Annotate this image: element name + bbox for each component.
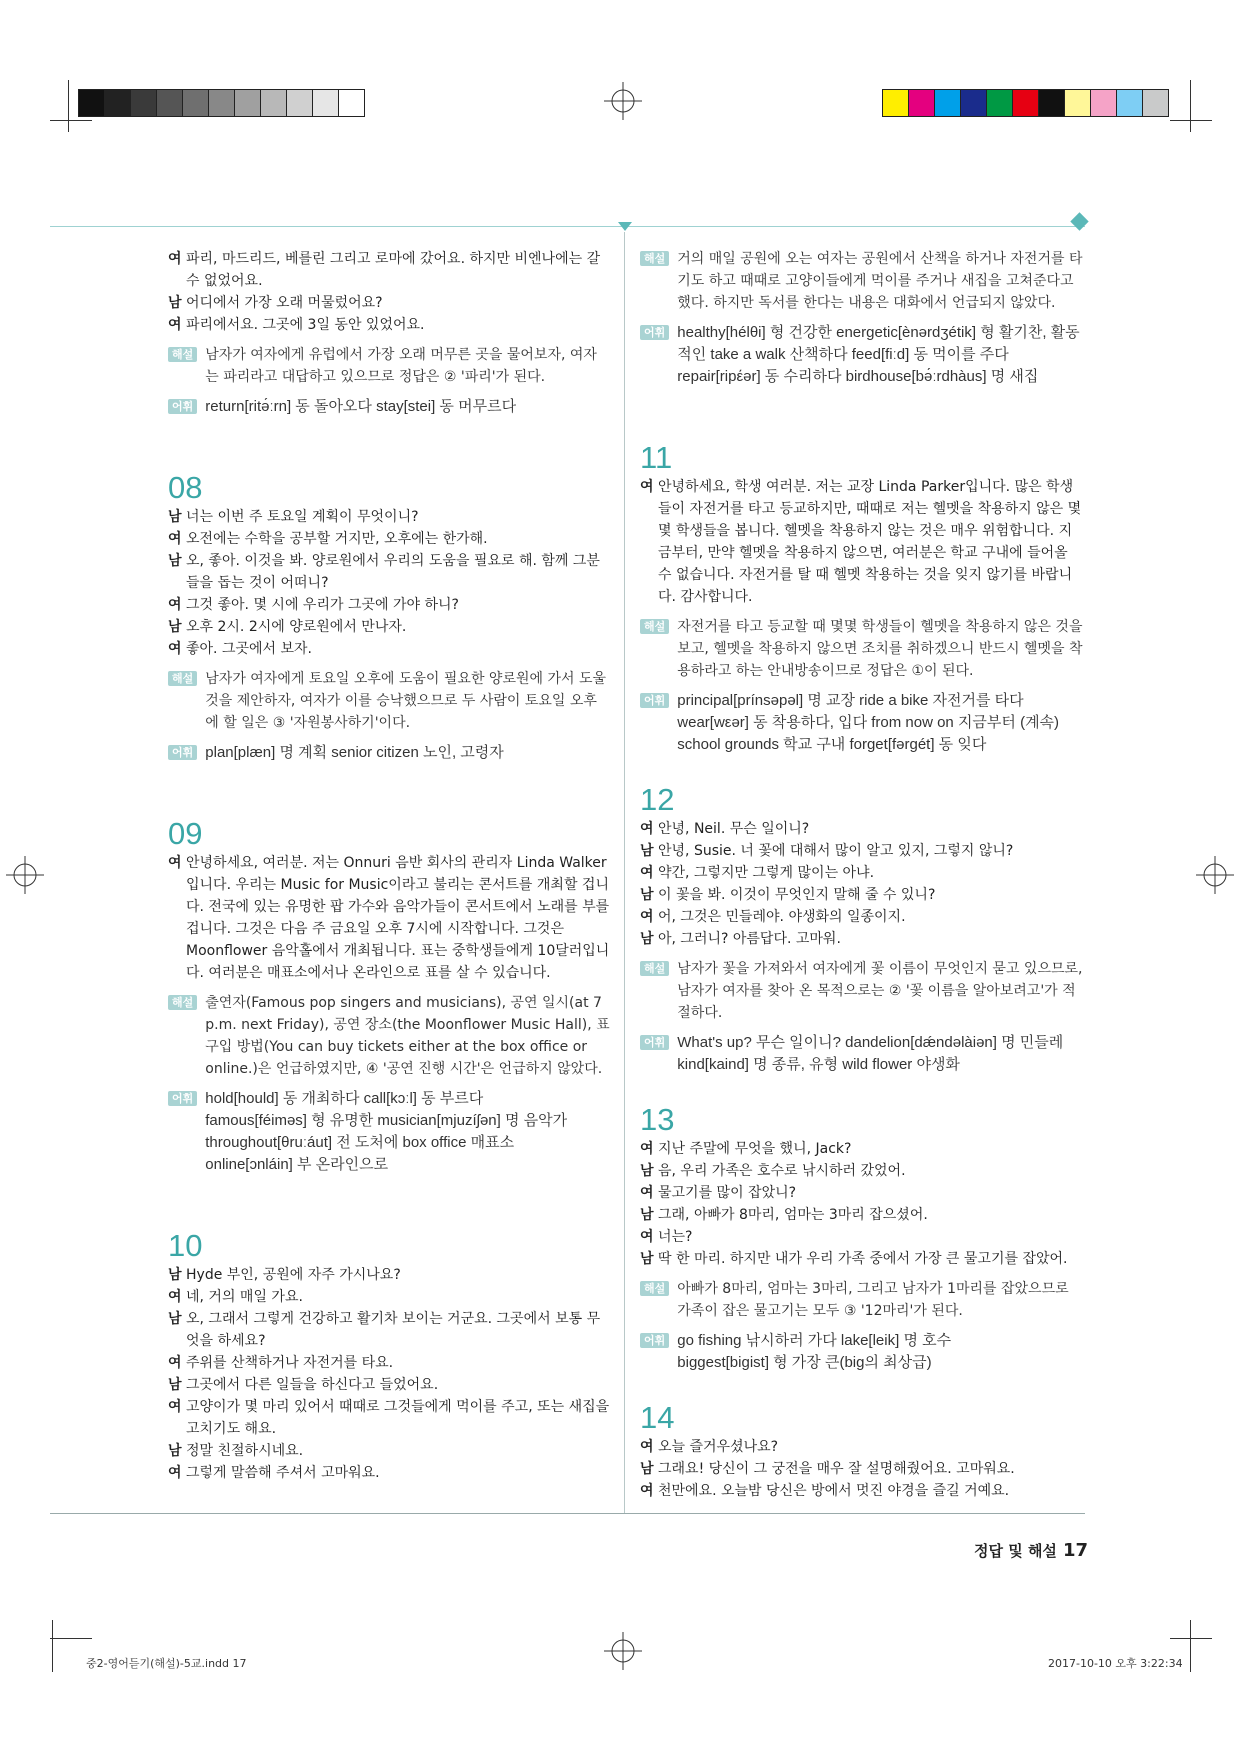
- explanation-text: 남자가 여자에게 토요일 오후에 도움이 필요한 양로원에 가서 도울 것을 제안하자, 여자가 이를 승낙했으므로 두 사람이 토요일 오후에 할 일은 ③ '자원봉사하기'이다.: [205, 671, 607, 731]
- dialogue: [640, 818, 1084, 950]
- vocab-entry: What's up? 무슨 일이니? dandelion[dǽndəlàiən] 명 민들레: [677, 1034, 1064, 1051]
- vocab-entry: return[ritə́ːrn] 동 돌아오다 stay[stei] 동 머무르다: [205, 398, 517, 415]
- dialogue-line: [168, 506, 610, 528]
- vocabulary-list: [677, 1330, 1084, 1374]
- vocab-entry: repair[ripέər] 동 수리하다 birdhouse[bə́ːrdhàus] 명 새집: [677, 368, 1039, 385]
- line-text: 안녕하세요, 학생 여러분. 저는 교장 Linda Parker입니다. 많은 학생들이 자전거를 타고 등교하지만, 때때로 저는 헬멧을 착용하지 않은 몇몇 학생들을 봅니다. 헬멧을 착용하지 않는 것은 매우 위험합니다. 지금부터, 만약 헬멧을 착용하지 않으면, 여러분은 학교 구내에 들어올 수 없습니다. 자전거를 탈 때 헬멧 착용하는 것을 잊지 않기를 바랍니다. 감사합니다.: [658, 479, 1082, 605]
- speaker-label: 여: [168, 855, 182, 871]
- vocabulary: [168, 742, 610, 764]
- dialogue-line: [168, 1308, 610, 1352]
- dialogue-line: [640, 1226, 1084, 1248]
- question-number: 11: [640, 440, 673, 475]
- question-13: [640, 1102, 1084, 1374]
- line-text: 그곳에서 다른 일들을 하신다고 들었어요.: [186, 1377, 439, 1393]
- swatch: [909, 90, 935, 116]
- vocabulary-list: [677, 1032, 1084, 1076]
- registration-mark-icon: [604, 1632, 642, 1670]
- question-09: [168, 816, 610, 1176]
- question-12: [640, 782, 1084, 1076]
- vocabulary: [640, 1330, 1084, 1374]
- line-text: 파리에서요. 그곳에 3일 동안 있었어요.: [186, 317, 425, 333]
- swatch: [157, 90, 183, 116]
- monologue: [168, 852, 610, 984]
- speaker-label: 여: [168, 251, 182, 267]
- explanation-tag: 해설: [640, 1281, 669, 1296]
- speaker-label: 남: [168, 1267, 182, 1283]
- dialogue-line: [168, 1462, 610, 1484]
- explanation-text: 거의 매일 공원에 오는 여자는 공원에서 산책을 하거나 자전거를 타기도 하고 때때로 고양이들에게 먹이를 주거나 새집을 고쳐준다고 했다. 하지만 독서를 한다는 내용은 대화에서 언급되지 않았다.: [677, 251, 1083, 311]
- vocab-entry: school grounds 학교 구내 forget[fərgét] 동 잊다: [677, 736, 987, 753]
- dialogue-line: [640, 1160, 1084, 1182]
- explanation-text: 남자가 여자에게 유럽에서 가장 오래 머무른 곳을 물어보자, 여자는 파리라고 대답하고 있으므로 정답은 ② '파리'가 된다.: [205, 347, 597, 385]
- header-rule: [50, 226, 1085, 227]
- speaker-label: 여: [640, 821, 654, 837]
- speaker-label: 여: [640, 1229, 654, 1245]
- line-text: 안녕하세요, 여러분. 저는 Onnuri 음반 회사의 관리자 Linda Walker입니다. 우리는 Music for Music이라고 불리는 콘서트를 개최할 겁니다. 전국에 있는 유명한 팝 가수와 음악가들이 콘서트에서 노래를 부를 겁니다. 그것은 다음 주 금요일 오후 7시에 시작합니다. 그것은 Moonflower 음악홀에서 개최됩니다. 표는 중학생들에게 10달러입니다. 여러분은 매표소에서나 온라인으로 표를 살 수 있습니다.: [186, 855, 610, 981]
- dialogue-line: [168, 248, 610, 292]
- vocab-entry: throughout[θruːáut] 전 도처에 box office 매표소: [205, 1134, 515, 1151]
- line-text: 안녕, Susie. 너 꽃에 대해서 많이 알고 있지, 그렇지 않니?: [658, 843, 1014, 859]
- slug-filename: 중2-영어듣기(해설)-5교.indd 17: [86, 1657, 247, 1670]
- vocab-entry: online[ɔnláin] 부 온라인으로: [205, 1156, 389, 1173]
- swatch: [1117, 90, 1143, 116]
- dialogue: [640, 1436, 1084, 1502]
- question-number: 14: [640, 1400, 675, 1435]
- swatch: [1143, 90, 1168, 116]
- dialogue-line: [640, 862, 1084, 884]
- question-number: 08: [168, 470, 203, 505]
- dialogue: [168, 1264, 610, 1484]
- slug-timestamp: 2017-10-10 오후 3:22:34: [1048, 1657, 1183, 1670]
- vocab-entry: kind[kaind] 명 종류, 유형 wild flower 야생화: [677, 1056, 960, 1073]
- line-text: 약간, 그렇지만 그렇게 많이는 아냐.: [658, 865, 875, 881]
- line-text: 오전에는 수학을 공부할 거지만, 오후에는 한가해.: [186, 531, 488, 547]
- q10-notes: [640, 248, 1084, 388]
- speaker-label: 여: [640, 865, 654, 881]
- grayscale-swatch-bar: [78, 89, 365, 117]
- vocabulary-list: [205, 742, 610, 764]
- vocabulary-list: [677, 322, 1084, 388]
- line-text: 오후 2시. 2시에 양로원에서 만나자.: [186, 619, 407, 635]
- dialogue-line: [168, 1264, 610, 1286]
- dialogue-line: [640, 884, 1084, 906]
- vocab-entry: go fishing 낚시하러 가다 lake[leik] 명 호수: [677, 1332, 952, 1349]
- line-text: 안녕, Neil. 무슨 일이니?: [658, 821, 810, 837]
- line-text: 그래요! 당신이 그 궁전을 매우 잘 설명해줬어요. 고마워요.: [658, 1461, 1015, 1477]
- speaker-label: 여: [640, 909, 654, 925]
- line-text: 천만에요. 오늘밤 당신은 방에서 멋진 야경을 즐길 거예요.: [658, 1483, 1010, 1499]
- speaker-label: 남: [640, 887, 654, 903]
- question-number: 09: [168, 816, 203, 851]
- speaker-label: 남: [168, 509, 182, 525]
- speaker-label: 남: [640, 1251, 654, 1267]
- crop-mark: [50, 120, 92, 121]
- swatch: [183, 90, 209, 116]
- color-swatch-bar: [882, 89, 1169, 117]
- line-text: 지난 주말에 무엇을 했니, Jack?: [658, 1141, 852, 1157]
- registration-mark-icon: [1196, 856, 1234, 894]
- explanation: [640, 248, 1084, 314]
- dialogue: [168, 248, 610, 336]
- dialogue-line: [640, 1138, 1084, 1160]
- line-text: 네, 거의 매일 가요.: [186, 1289, 303, 1305]
- swatch: [209, 90, 235, 116]
- line-text: 고양이가 몇 마리 있어서 때때로 그것들에게 먹이를 주고, 또는 새집을 고치기도 해요.: [186, 1399, 610, 1437]
- monologue: [640, 476, 1084, 608]
- crop-mark: [1190, 1620, 1191, 1672]
- question-number: 12: [640, 782, 675, 817]
- line-text: 아, 그러니? 아름답다. 고마워.: [658, 931, 841, 947]
- dialogue-line: [640, 818, 1084, 840]
- explanation-tag: 해설: [168, 347, 197, 362]
- dialogue-line: [168, 550, 610, 594]
- diamond-marker-icon: [1070, 212, 1088, 230]
- vocabulary-tag: 어휘: [640, 325, 669, 340]
- line-text: 딱 한 마리. 하지만 내가 우리 가족 중에서 가장 큰 물고기를 잡았어.: [658, 1251, 1068, 1267]
- line-text: 어디에서 가장 오래 머물렀어요?: [186, 295, 383, 311]
- explanation-text: 아빠가 8마리, 엄마는 3마리, 그리고 남자가 1마리를 잡았으므로 가족이 잡은 물고기는 모두 ③ '12마리'가 된다.: [677, 1281, 1069, 1319]
- explanation-tag: 해설: [640, 251, 669, 266]
- column-marker-icon: [618, 222, 632, 231]
- dialogue-line: [168, 1440, 610, 1462]
- speaker-label: 여: [168, 597, 182, 613]
- dialogue-line: [640, 840, 1084, 862]
- speaker-label: 여: [168, 317, 182, 333]
- vocab-entry: principal[prínsəpəl] 명 교장 ride a bike 자전거를 타다: [677, 692, 1024, 709]
- crop-mark: [1170, 120, 1212, 121]
- swatch: [287, 90, 313, 116]
- dialogue-line: [168, 1286, 610, 1308]
- swatch: [339, 90, 364, 116]
- dialogue-line: [168, 594, 610, 616]
- speaker-label: 남: [168, 553, 182, 569]
- swatch: [883, 90, 909, 116]
- vocabulary-tag: 어휘: [640, 1035, 669, 1050]
- speaker-label: 여: [640, 1185, 654, 1201]
- question-11: [640, 440, 1084, 756]
- speaker-label: 남: [640, 843, 654, 859]
- crop-mark: [50, 1638, 92, 1639]
- explanation: [168, 668, 610, 734]
- vocab-entry: plan[plæn] 명 계획 senior citizen 노인, 고령자: [205, 744, 504, 761]
- explanation-tag: 해설: [168, 671, 197, 686]
- question-08: [168, 470, 610, 764]
- dialogue: [640, 1138, 1084, 1270]
- line-text: 좋아. 그곳에서 보자.: [186, 641, 312, 657]
- q07-continued: [168, 248, 610, 418]
- vocab-entry: famous[féiməs] 형 유명한 musician[mjuzíʃən] 명 음악가: [205, 1112, 568, 1129]
- dialogue-line: [640, 1480, 1084, 1502]
- crop-mark: [1190, 80, 1191, 132]
- speaker-label: 남: [640, 1461, 654, 1477]
- page-number: 17: [1062, 1540, 1088, 1561]
- line-text: 그렇게 말씀해 주셔서 고마워요.: [186, 1465, 380, 1481]
- line-text: 너는?: [658, 1229, 693, 1245]
- line-text: 어, 그것은 민들레야. 야생화의 일종이지.: [658, 909, 906, 925]
- dialogue-line: [168, 616, 610, 638]
- explanation-tag: 해설: [640, 619, 669, 634]
- dialogue-line: [168, 314, 610, 336]
- vocab-entry: healthy[hélθi] 형 건강한 energetic[ènərdʒétik] 형 활기찬, 활동적인 take a walk 산책하다 feed[fiːd] 동 먹이를 주다: [677, 324, 1080, 363]
- vocabulary: [640, 322, 1084, 388]
- swatch: [987, 90, 1013, 116]
- swatch: [261, 90, 287, 116]
- crop-mark: [52, 1620, 53, 1672]
- question-14: [640, 1400, 1084, 1502]
- speaker-label: 남: [168, 295, 182, 311]
- speaker-label: 남: [168, 1311, 182, 1327]
- explanation-tag: 해설: [168, 995, 197, 1010]
- column-divider: [624, 232, 625, 1514]
- explanation-text: 출연자(Famous pop singers and musicians), 공연 일시(at 7 p.m. next Friday), 공연 장소(the Moonflower Music Hall), 표 구입 방법(You can buy tickets either at the box office or online.)은 언급하였지만, ④ '공연 진행 시간'은 언급하지 않았다.: [205, 995, 610, 1077]
- vocabulary-tag: 어휘: [640, 693, 669, 708]
- explanation-tag: 해설: [640, 961, 669, 976]
- dialogue-line: [168, 1352, 610, 1374]
- line-text: 물고기를 많이 잡았니?: [658, 1185, 797, 1201]
- page-footer: [974, 1540, 1088, 1561]
- dialogue-line: [168, 292, 610, 314]
- dialogue-line: [640, 1458, 1084, 1480]
- vocabulary-tag: 어휘: [640, 1333, 669, 1348]
- speaker-label: 남: [640, 1163, 654, 1179]
- speaker-label: 남: [640, 931, 654, 947]
- speaker-label: 여: [168, 641, 182, 657]
- explanation: [168, 992, 610, 1080]
- vocabulary-tag: 어휘: [168, 1091, 197, 1106]
- vocabulary: [168, 396, 610, 418]
- dialogue-line: [168, 528, 610, 550]
- swatch: [1091, 90, 1117, 116]
- dialogue-line: [168, 638, 610, 660]
- line-text: 오늘 즐거우셨나요?: [658, 1439, 779, 1455]
- dialogue-line: [168, 1374, 610, 1396]
- swatch: [235, 90, 261, 116]
- line-text: 그래, 아빠가 8마리, 엄마는 3마리 잡으셨어.: [658, 1207, 928, 1223]
- speaker-label: 여: [640, 1483, 654, 1499]
- explanation: [168, 344, 610, 388]
- speaker-label: 여: [168, 1465, 182, 1481]
- vocabulary: [640, 1032, 1084, 1076]
- question-number: 13: [640, 1102, 675, 1137]
- vocabulary: [640, 690, 1084, 756]
- line-text: 파리, 마드리드, 베를린 그리고 로마에 갔어요. 하지만 비엔나에는 갈 수 없었어요.: [186, 251, 601, 289]
- swatch: [935, 90, 961, 116]
- dialogue-line: [640, 1248, 1084, 1270]
- speaker-label: 남: [168, 1377, 182, 1393]
- speaker-label: 여: [168, 531, 182, 547]
- explanation-text: 자전거를 타고 등교할 때 몇몇 학생들이 헬멧을 착용하지 않은 것을 보고, 헬멧을 착용하지 않으면 조치를 취하겠으니 반드시 헬멧을 착용하라고 하는 안내방송이므로 정답은 ①이 된다.: [677, 619, 1083, 679]
- vocabulary-list: [205, 396, 610, 418]
- speaker-label: 남: [168, 1443, 182, 1459]
- dialogue-line: [640, 1204, 1084, 1226]
- swatch: [961, 90, 987, 116]
- crop-mark: [68, 80, 69, 132]
- dialogue-line: [640, 1182, 1084, 1204]
- crop-mark: [1170, 1638, 1212, 1639]
- line-text: 너는 이번 주 토요일 계획이 무엇이니?: [186, 509, 419, 525]
- dialogue-line: [640, 1436, 1084, 1458]
- line-text: 오, 좋아. 이것을 봐. 양로원에서 우리의 도움을 필요로 해. 함께 그분들을 돕는 것이 어떠니?: [186, 553, 600, 591]
- registration-mark-icon: [6, 856, 44, 894]
- speaker-label: 여: [640, 479, 654, 495]
- speaker-label: 남: [640, 1207, 654, 1223]
- line-text: Hyde 부인, 공원에 자주 가시나요?: [186, 1267, 401, 1283]
- question-10: [168, 1228, 610, 1484]
- speaker-label: 여: [168, 1355, 182, 1371]
- vocab-entry: hold[hould] 동 개최하다 call[kɔːl] 동 부르다: [205, 1090, 484, 1107]
- explanation: [640, 1278, 1084, 1322]
- dialogue-line: [168, 1396, 610, 1440]
- explanation: [640, 958, 1084, 1024]
- vocabulary: [168, 1088, 610, 1176]
- dialogue-line: [640, 476, 1084, 608]
- speaker-label: 여: [640, 1439, 654, 1455]
- speaker-label: 남: [168, 619, 182, 635]
- speaker-label: 여: [168, 1399, 182, 1415]
- vocab-entry: wear[wεər] 동 착용하다, 입다 from now on 지금부터 (계속): [677, 714, 1060, 731]
- dialogue-line: [168, 852, 610, 984]
- vocabulary-list: [677, 690, 1084, 756]
- vocabulary-list: [205, 1088, 610, 1176]
- explanation: [640, 616, 1084, 682]
- swatch: [1065, 90, 1091, 116]
- speaker-label: 여: [640, 1141, 654, 1157]
- speaker-label: 여: [168, 1289, 182, 1305]
- registration-mark-icon: [604, 82, 642, 120]
- question-number: 10: [168, 1228, 203, 1263]
- swatch: [1039, 90, 1065, 116]
- dialogue: [168, 506, 610, 660]
- line-text: 음, 우리 가족은 호수로 낚시하러 갔었어.: [658, 1163, 906, 1179]
- swatch: [313, 90, 339, 116]
- line-text: 이 꽃을 봐. 이것이 무엇인지 말해 줄 수 있니?: [658, 887, 936, 903]
- line-text: 정말 친절하시네요.: [186, 1443, 304, 1459]
- footer-label: 정답 및 해설: [974, 1542, 1057, 1560]
- right-column: [640, 248, 1084, 1502]
- dialogue-line: [640, 906, 1084, 928]
- swatch: [131, 90, 157, 116]
- line-text: 주위를 산책하거나 자전거를 타요.: [186, 1355, 394, 1371]
- vocab-entry: biggest[bigist] 형 가장 큰(big의 최상급): [677, 1354, 932, 1371]
- footer-rule: [50, 1513, 1085, 1514]
- line-text: 그것 좋아. 몇 시에 우리가 그곳에 가야 하니?: [186, 597, 459, 613]
- explanation-text: 남자가 꽃을 가져와서 여자에게 꽃 이름이 무엇인지 묻고 있으므로, 남자가 여자를 찾아 온 목적으로는 ② '꽃 이름을 알아보려고'가 적절하다.: [677, 961, 1083, 1021]
- swatch: [105, 90, 131, 116]
- vocabulary-tag: 어휘: [168, 399, 197, 414]
- vocabulary-tag: 어휘: [168, 745, 197, 760]
- line-text: 오, 그래서 그렇게 건강하고 활기차 보이는 거군요. 그곳에서 보통 무엇을 하세요?: [186, 1311, 601, 1349]
- left-column: [168, 248, 610, 1484]
- swatch: [1013, 90, 1039, 116]
- dialogue-line: [640, 928, 1084, 950]
- swatch: [79, 90, 105, 116]
